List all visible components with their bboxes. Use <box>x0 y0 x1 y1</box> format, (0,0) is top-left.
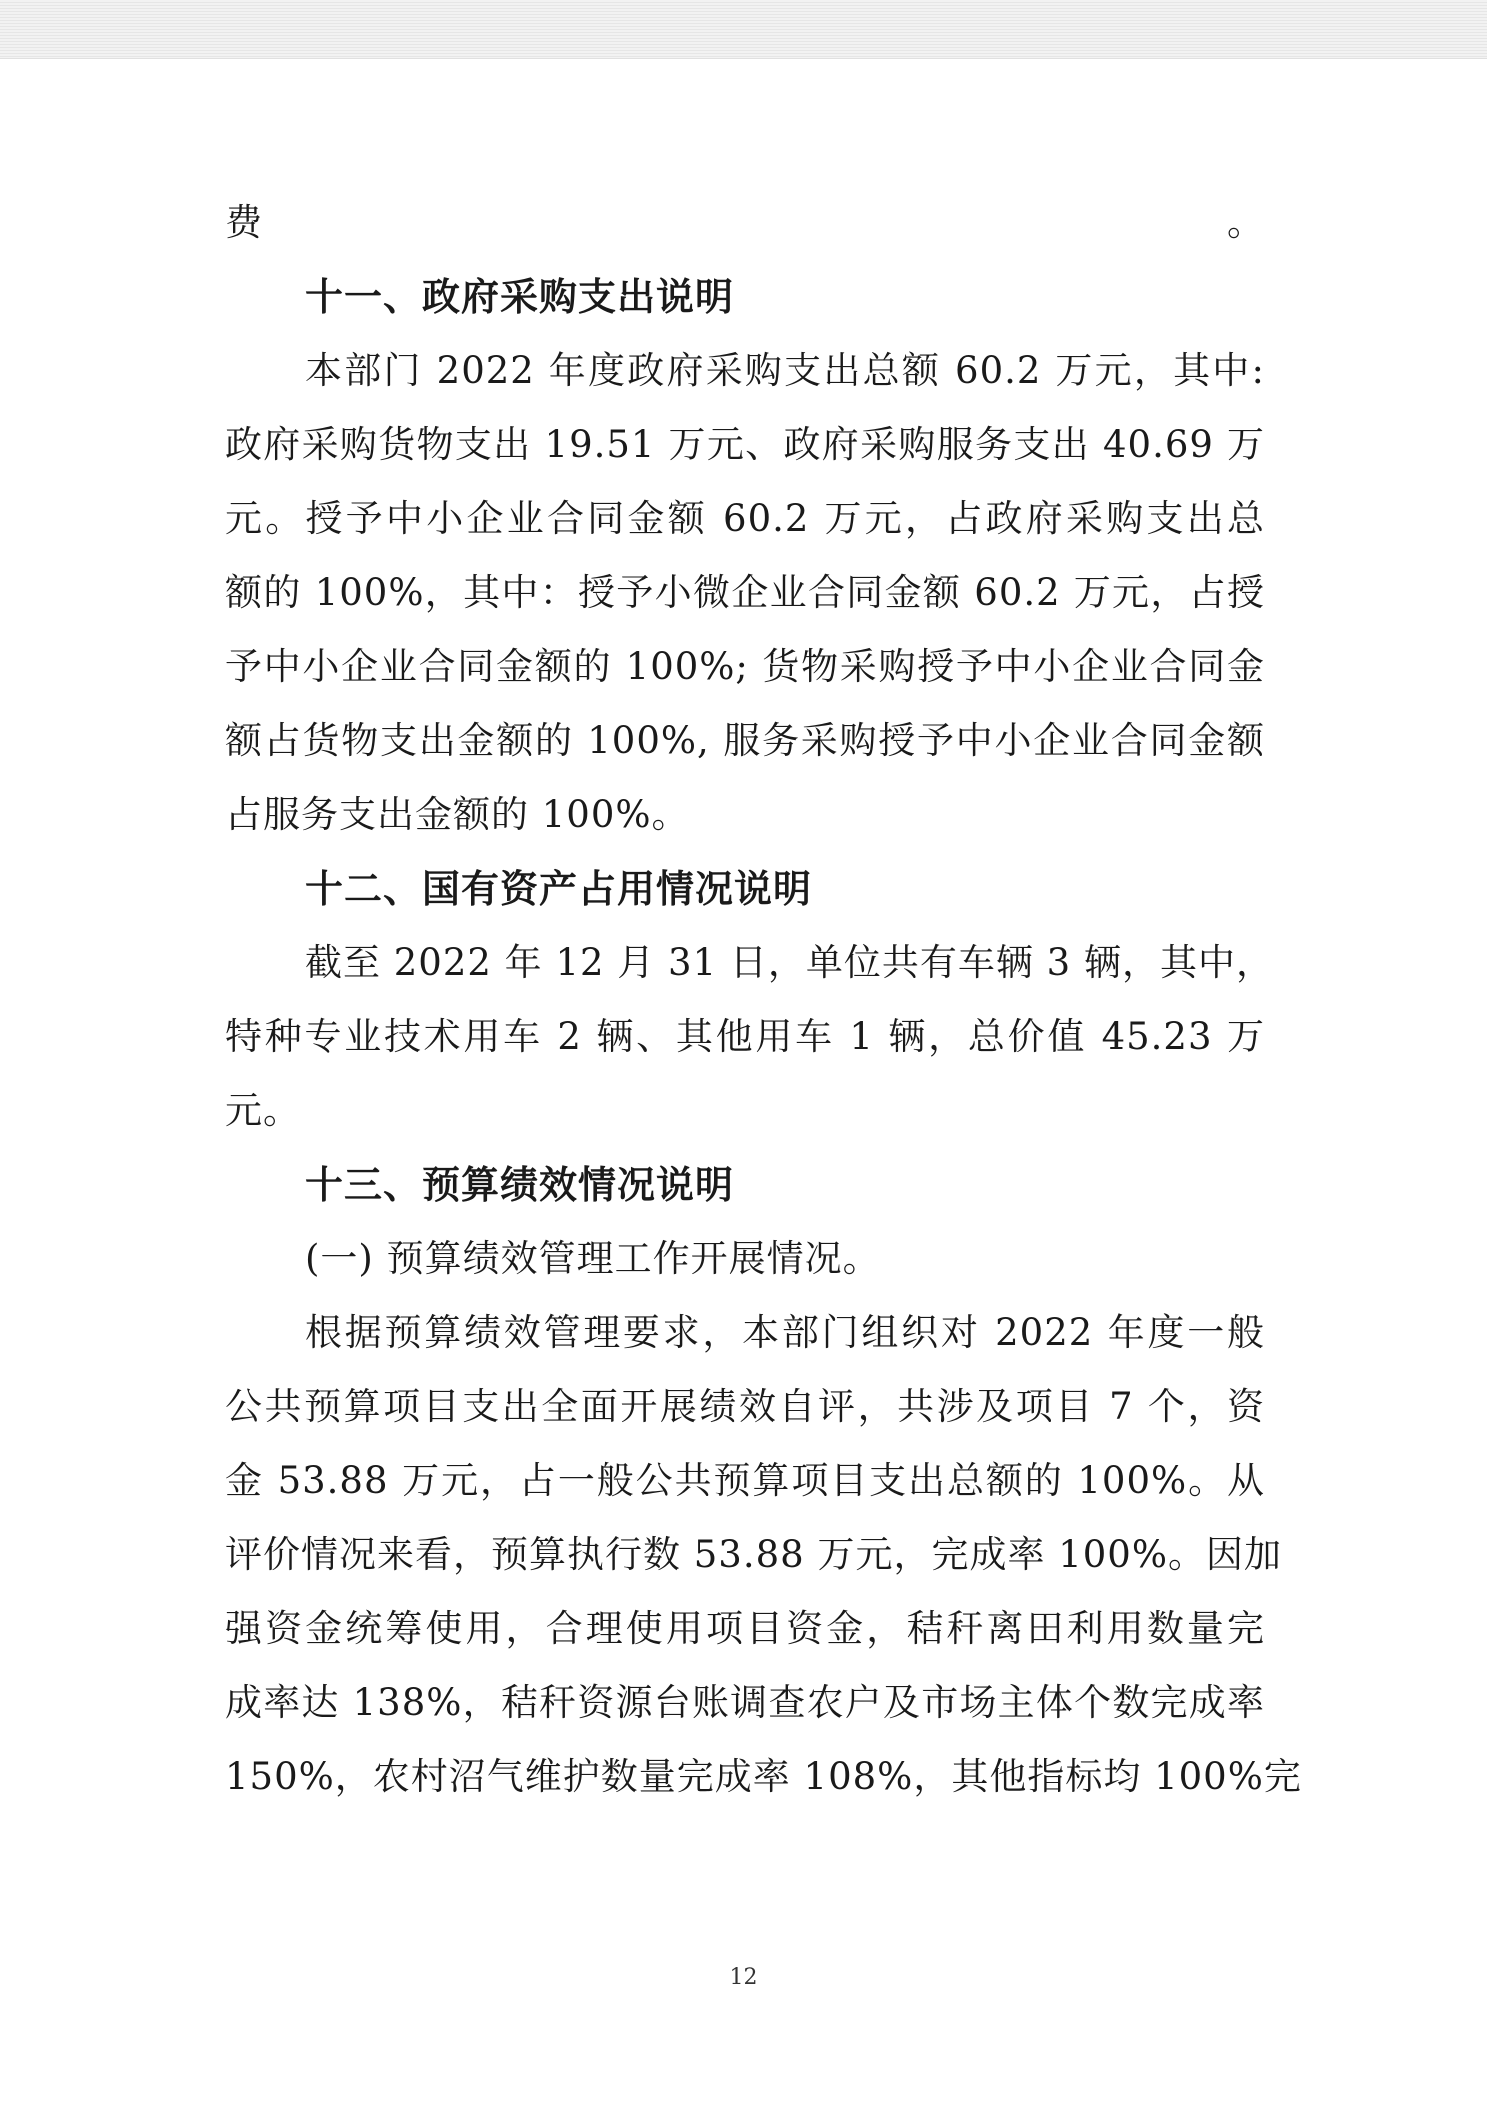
section-heading: 十一、政府采购支出说明 <box>305 275 735 319</box>
paragraph-line: 特种专业技术用车 2 辆、其他用车 1 辆，总价值 45.23 万 <box>225 1015 1265 1058</box>
paragraph-line: 评价情况来看，预算执行数 53.88 万元，完成率 100%。因加 <box>225 1533 1282 1576</box>
paragraph-line: 予中小企业合同金额的 100%; 货物采购授予中小企业合同金 <box>225 645 1265 688</box>
paragraph-line: 强资金统筹使用，合理使用项目资金，秸秆离田利用数量完 <box>225 1607 1265 1650</box>
paragraph-line: 金 53.88 万元，占一般公共预算项目支出总额的 100%。从 <box>225 1459 1265 1502</box>
page-number: 12 <box>729 1965 758 1990</box>
paragraph-line: 费。 <box>225 201 1265 244</box>
paragraph-first-line: 截至 2022 年 12 月 31 日，单位共有车辆 3 辆，其中， <box>305 941 1274 984</box>
paragraph-first-line: 根据预算绩效管理要求，本部门组织对 2022 年度一般 <box>305 1311 1265 1354</box>
paragraph-line: 150%，农村沼气维护数量完成率 108%，其他指标均 100%完 <box>225 1755 1302 1798</box>
paragraph-line: 占服务支出金额的 100%。 <box>225 793 690 836</box>
document-body <box>225 186 1302 1814</box>
paragraph-line: 成率达 138%，秸秆资源台账调查农户及市场主体个数完成率 <box>225 1681 1265 1724</box>
paragraph-first-line: (一) 预算绩效管理工作开展情况。 <box>305 1237 881 1280</box>
scan-edge <box>0 0 1487 59</box>
paragraph-line: 政府采购货物支出 19.51 万元、政府采购服务支出 40.69 万 <box>225 423 1265 466</box>
paragraph-line: 公共预算项目支出全面开展绩效自评，共涉及项目 7 个，资 <box>225 1385 1265 1428</box>
section-heading: 十二、国有资产占用情况说明 <box>305 867 813 911</box>
paragraph-line: 元。 <box>225 1089 301 1132</box>
paragraph-line: 元。授予中小企业合同金额 60.2 万元，占政府采购支出总 <box>225 497 1265 540</box>
section-heading: 十三、预算绩效情况说明 <box>305 1163 735 1207</box>
paragraph-first-line: 本部门 2022 年度政府采购支出总额 60.2 万元，其中: <box>305 349 1265 392</box>
paragraph-line: 额的 100%，其中：授予小微企业合同金额 60.2 万元，占授 <box>225 571 1265 614</box>
paragraph-line: 额占货物支出金额的 100%, 服务采购授予中小企业合同金额 <box>225 719 1265 762</box>
